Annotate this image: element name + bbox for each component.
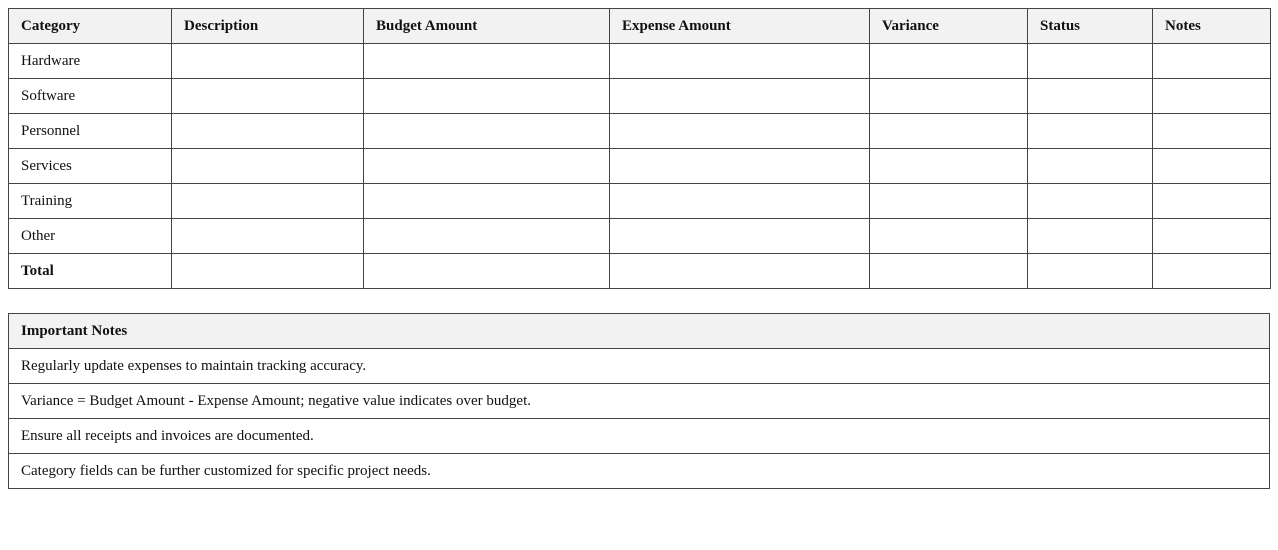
cell-description[interactable]: [172, 79, 364, 114]
table-row-hardware: [9, 44, 1271, 79]
column-header-description: Description: [172, 9, 364, 44]
cell-category: Services: [9, 149, 172, 184]
cell-variance[interactable]: [870, 254, 1028, 289]
cell-variance[interactable]: [870, 44, 1028, 79]
note-row: [9, 349, 1270, 384]
cell-notes[interactable]: [1153, 114, 1271, 149]
cell-status[interactable]: [1028, 219, 1153, 254]
column-header-budget-amount: Budget Amount: [364, 9, 610, 44]
cell-description[interactable]: [172, 219, 364, 254]
column-header-status: Status: [1028, 9, 1153, 44]
cell-notes[interactable]: [1153, 254, 1271, 289]
note-item: Ensure all receipts and invoices are documented.: [9, 419, 1270, 454]
cell-category: Hardware: [9, 44, 172, 79]
cell-variance[interactable]: [870, 114, 1028, 149]
notes-header-row: [9, 314, 1270, 349]
cell-description[interactable]: [172, 254, 364, 289]
table-row-software: [9, 79, 1271, 114]
cell-description[interactable]: [172, 114, 364, 149]
cell-expense-amount[interactable]: [610, 184, 870, 219]
cell-notes[interactable]: [1153, 79, 1271, 114]
important-notes-table: [8, 313, 1270, 489]
cell-status[interactable]: [1028, 114, 1153, 149]
cell-variance[interactable]: [870, 149, 1028, 184]
cell-expense-amount[interactable]: [610, 219, 870, 254]
column-header-expense-amount: Expense Amount: [610, 9, 870, 44]
table-row-other: [9, 219, 1271, 254]
cell-expense-amount[interactable]: [610, 79, 870, 114]
cell-variance[interactable]: [870, 184, 1028, 219]
cell-description[interactable]: [172, 44, 364, 79]
cell-status[interactable]: [1028, 254, 1153, 289]
column-header-category: Category: [9, 9, 172, 44]
cell-description[interactable]: [172, 149, 364, 184]
cell-expense-amount[interactable]: [610, 149, 870, 184]
cell-budget-amount[interactable]: [364, 184, 610, 219]
column-header-variance: Variance: [870, 9, 1028, 44]
table-row-personnel: [9, 114, 1271, 149]
column-header-notes: Notes: [1153, 9, 1271, 44]
note-row: [9, 384, 1270, 419]
cell-budget-amount[interactable]: [364, 219, 610, 254]
cell-category: Software: [9, 79, 172, 114]
cell-budget-amount[interactable]: [364, 44, 610, 79]
budget-table: [8, 8, 1271, 289]
cell-expense-amount[interactable]: [610, 254, 870, 289]
note-item: Category fields can be further customized for specific project needs.: [9, 454, 1270, 489]
cell-notes[interactable]: [1153, 184, 1271, 219]
cell-status[interactable]: [1028, 44, 1153, 79]
cell-budget-amount[interactable]: [364, 254, 610, 289]
table-row-services: [9, 149, 1271, 184]
budget-table-header-row: [9, 9, 1271, 44]
note-row: [9, 454, 1270, 489]
cell-status[interactable]: [1028, 79, 1153, 114]
cell-variance[interactable]: [870, 219, 1028, 254]
note-item: Regularly update expenses to maintain tracking accuracy.: [9, 349, 1270, 384]
cell-budget-amount[interactable]: [364, 114, 610, 149]
cell-category: Other: [9, 219, 172, 254]
cell-notes[interactable]: [1153, 149, 1271, 184]
notes-title: Important Notes: [9, 314, 1270, 349]
table-row-training: [9, 184, 1271, 219]
cell-category: Training: [9, 184, 172, 219]
cell-category: Personnel: [9, 114, 172, 149]
cell-status[interactable]: [1028, 149, 1153, 184]
cell-budget-amount[interactable]: [364, 79, 610, 114]
note-row: [9, 419, 1270, 454]
cell-budget-amount[interactable]: [364, 149, 610, 184]
cell-variance[interactable]: [870, 79, 1028, 114]
cell-category-total: Total: [9, 254, 172, 289]
note-item: Variance = Budget Amount - Expense Amount; negative value indicates over budget.: [9, 384, 1270, 419]
cell-expense-amount[interactable]: [610, 114, 870, 149]
cell-notes[interactable]: [1153, 44, 1271, 79]
cell-description[interactable]: [172, 184, 364, 219]
cell-notes[interactable]: [1153, 219, 1271, 254]
cell-expense-amount[interactable]: [610, 44, 870, 79]
cell-status[interactable]: [1028, 184, 1153, 219]
table-row-total: [9, 254, 1271, 289]
